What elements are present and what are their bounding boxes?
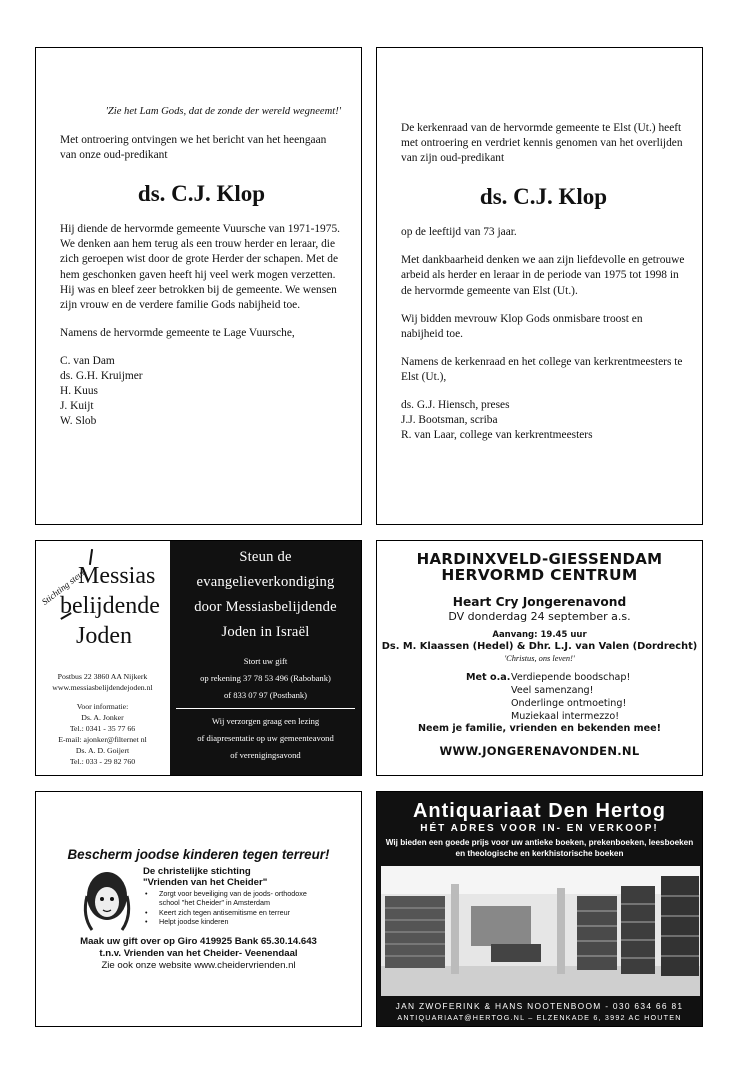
- speakers: Ds. M. Klaassen (Hedel) & Dhr. L.J. van Valen (Dordrecht): [381, 641, 698, 652]
- donation-account: Maak uw gift over op Giro 419925 Bank 65.30.14.643: [80, 936, 317, 947]
- info-line: Tel.: 033 - 29 82 760: [69, 757, 136, 766]
- address-block: [36, 671, 169, 693]
- body-text: Hij diende de hervormde gemeente Vuursche van 1971-1975. We denken aan hem terug als een trouw herder en leraar, die zich geroepen wist door de grote Herder der schapen. Met de hem geschonken gaven heeft hij veel werk mogen verzetten. Hij was en bleef zeer betrokken bij de gemeente. We wensen zijn vrouw en de verdere familie Gods nabijheid toe.: [60, 223, 340, 311]
- gift-line: of 833 07 97 (Postbank): [223, 690, 308, 700]
- program-label: Met o.a.: [466, 672, 511, 683]
- obituary-ad-elst: [376, 47, 703, 525]
- gift-info: [170, 653, 361, 704]
- signer: H. Kuus: [60, 385, 98, 398]
- bullet-list: [143, 889, 307, 927]
- shop-address: ANTIQUARIAAT@HERTOG.NL – ELZENKADE 6, 3992 AC HOUTEN: [397, 1013, 682, 1022]
- title-line: door Messiasbelijdende: [194, 599, 337, 615]
- support-panel: [170, 541, 361, 775]
- description-line: en theologische en kerkhistorische boeken: [455, 849, 624, 858]
- gratitude-text: Met dankbaarheid denken we aan zijn liefdevolle en getrouwe arbeid als herder en leraar in de periode van 1975 tot 1998 in de hervormde gemeente van Elst (Ut.).: [401, 254, 685, 297]
- foundation-line: De christelijke stichting: [143, 866, 251, 877]
- intro-text: De kerkenraad van de hervormde gemeente te Elst (Ut.) heeft met ontroering en verdriet kennis genomen van het overlijden van zijn oud-predikant: [401, 122, 683, 165]
- logo-word: Messias: [78, 563, 156, 589]
- lecture-line: Wij verzorgen graag een lezing: [211, 716, 320, 726]
- bullet-text: school "het Cheider" in Amsterdam: [159, 898, 270, 908]
- program-list: [377, 671, 702, 723]
- bullet-text: Zorgt voor beveiliging van de joods- orthodoxe: [159, 889, 307, 898]
- foundation-name: "Vrienden van het Cheider": [143, 877, 268, 888]
- program-item: Muziekaal intermezzo!: [511, 711, 620, 722]
- title-line: Steun de: [239, 549, 292, 565]
- shop-title: Antiquariaat Den Hertog: [412, 800, 667, 822]
- obituary-ad-lage-vuursche: [35, 47, 362, 525]
- deceased-name: ds. C.J. Klop: [137, 181, 266, 207]
- cheider-ad: [35, 791, 362, 1027]
- child-illustration: [76, 866, 138, 932]
- donation-info: [36, 936, 361, 972]
- invite-text: Neem je familie, vrienden en bekenden mee!: [417, 723, 662, 734]
- website-text: Zie ook onze website www.cheidervrienden.nl: [101, 960, 296, 971]
- signer: ds. G.H. Kruijmer: [60, 370, 143, 383]
- contact-block: [36, 701, 169, 767]
- bullet-item: [143, 898, 307, 907]
- divider: [176, 708, 355, 709]
- closing-text: Namens de hervormde gemeente te Lage Vuursche,: [60, 326, 295, 339]
- signer: J. Kuijt: [60, 400, 94, 413]
- program-item: Veel samenzang!: [511, 685, 594, 696]
- title-line: evangelieverkondiging: [196, 574, 335, 590]
- shop-subtitle: HÉT ADRES VOOR IN- EN VERKOOP!: [420, 823, 659, 834]
- info-line: Ds. A. D. Goijert: [75, 746, 130, 755]
- bullet-text: Keert zich tegen antisemitisme en terreur: [159, 907, 291, 917]
- messias-belijdende-joden-ad: [35, 540, 362, 776]
- lecture-line: of diapresentatie op uw gemeenteavond: [197, 733, 334, 743]
- bullet-item: • Helpt joodse kinderen: [145, 917, 229, 927]
- signer: C. van Dam: [60, 354, 115, 367]
- lecture-info: [170, 713, 361, 764]
- theme: 'Christus, ons leven!': [504, 654, 575, 663]
- program-item: Verdiepende boodschap!: [511, 672, 631, 683]
- signer: R. van Laar, college van kerkrentmeesters: [401, 429, 593, 442]
- headline: Bescherm joodse kinderen tegen terreur!: [67, 847, 330, 862]
- antiquariaat-ad: [376, 791, 703, 1027]
- address-line: Postbus 22 3860 AA Nijkerk: [57, 672, 148, 681]
- shop-description: [377, 837, 702, 859]
- website-text: www.messiasbelijdendejoden.nl: [52, 683, 153, 692]
- start-time: Aanvang: 19.45 uur: [492, 630, 587, 640]
- closing-text: Namens de kerkenraad en het college van kerkrentmeesters te Elst (Ut.),: [401, 355, 683, 383]
- bullet-item: • Zorgt voor beveiliging van de joods- orthodoxe: [145, 889, 307, 898]
- place-heading: HARDINXVELD-GIESSENDAM: [416, 550, 663, 568]
- info-line: Voor informatie:: [76, 702, 129, 711]
- event-date: DV donderdag 24 september a.s.: [448, 610, 631, 623]
- logo-word: belijdende: [60, 593, 160, 619]
- title-line: Joden in Israël: [221, 624, 310, 640]
- info-line: E-mail: ajonker@filternet nl: [58, 735, 147, 744]
- bullet-text: Helpt joodse kinderen: [159, 917, 229, 927]
- support-title: [170, 541, 361, 645]
- logo-arc-text: Stichting steun: [39, 566, 88, 607]
- church-heading: HERVORMD CENTRUM: [441, 566, 638, 584]
- bible-quote: 'Zie het Lam Gods, dat de zonde der wereld wegneemt!': [105, 106, 341, 117]
- gift-line: op rekening 37 78 53 496 (Rabobank): [200, 673, 331, 683]
- info-line: Tel.: 0341 - 35 77 66: [69, 724, 136, 733]
- program-item: Onderlinge ontmoeting!: [511, 698, 627, 709]
- jongerenavond-ad: [376, 540, 703, 776]
- description-line: Wij bieden een goede prijs voor uw antieke boeken, prekenboeken, leesboeken: [385, 838, 694, 847]
- signer: W. Slob: [60, 415, 97, 428]
- donation-recipient: t.n.v. Vrienden van het Cheider- Veenendaal: [99, 948, 298, 959]
- event-title: Heart Cry Jongerenavond: [452, 595, 627, 609]
- intro-text: Met ontroering ontvingen we het bericht van het heengaan van onze oud-predikant: [60, 134, 327, 162]
- logo-word: Joden: [76, 623, 132, 649]
- contact-persons: JAN ZWOFERINK & HANS NOOTENBOOM - 030 634 66 81: [395, 1001, 684, 1011]
- prayer-text: Wij bidden mevrouw Klop Gods onmisbare troost en nabijheid toe.: [401, 312, 643, 340]
- age-text: op de leeftijd van 73 jaar.: [401, 226, 517, 239]
- signer: ds. G.J. Hiensch, preses: [401, 399, 510, 412]
- gift-line: Stort uw gift: [243, 656, 288, 666]
- website-url: WWW.JONGERENAVONDEN.NL: [439, 744, 640, 758]
- bookshop-photo: [381, 866, 700, 996]
- foundation-logo: [39, 549, 167, 664]
- signer: J.J. Bootsman, scriba: [401, 414, 498, 427]
- foundation-title: [143, 866, 267, 888]
- bullet-item: • Keert zich tegen antisemitisme en terreur: [145, 907, 291, 917]
- deceased-name: ds. C.J. Klop: [479, 184, 608, 210]
- info-line: Ds. A. Jonker: [81, 713, 124, 722]
- lecture-line: of verenigingsavond: [230, 750, 301, 760]
